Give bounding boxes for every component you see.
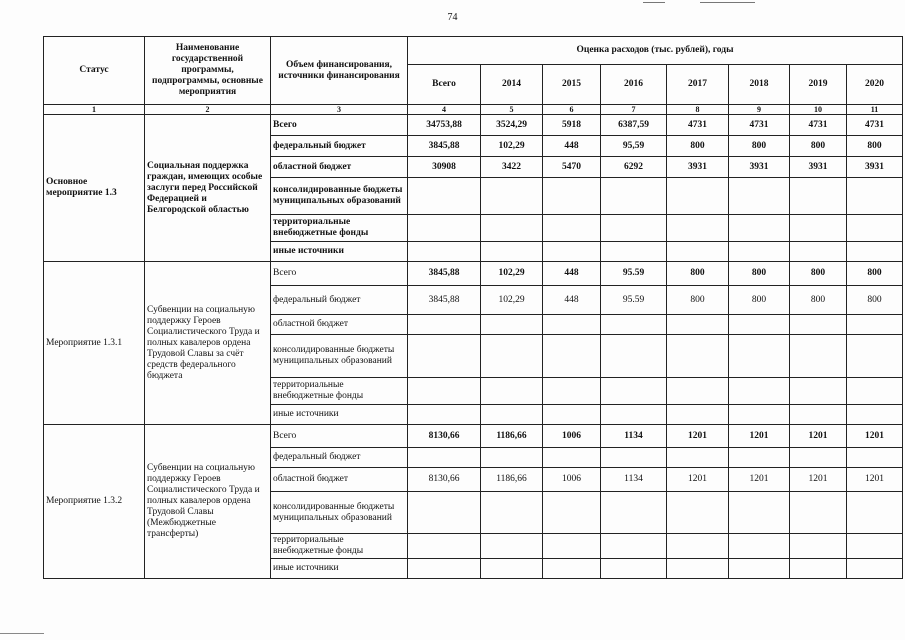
value-cell: [847, 448, 903, 468]
header-year: 2017: [667, 65, 729, 105]
value-cell: [729, 242, 790, 262]
scan-mark-top-2: [700, 2, 755, 3]
value-cell: [790, 242, 847, 262]
value-cell: [481, 315, 543, 335]
value-cell: [481, 335, 543, 378]
value-cell: 8130,66: [408, 425, 481, 448]
value-cell: 800: [729, 262, 790, 286]
table-row: [44, 262, 903, 286]
value-cell: 1201: [847, 468, 903, 492]
value-cell: [543, 559, 601, 579]
value-cell: 448: [543, 286, 601, 315]
status-cell: Основное мероприятие 1.3: [44, 115, 145, 262]
value-cell: [481, 559, 543, 579]
value-cell: [601, 335, 667, 378]
value-cell: [543, 178, 601, 215]
value-cell: [601, 215, 667, 242]
header-year: 2014: [481, 65, 543, 105]
value-cell: [667, 315, 729, 335]
value-cell: [790, 315, 847, 335]
value-cell: [543, 492, 601, 534]
value-cell: [729, 378, 790, 405]
value-cell: [601, 405, 667, 425]
value-cell: [790, 378, 847, 405]
value-cell: [790, 178, 847, 215]
value-cell: [847, 178, 903, 215]
value-cell: [408, 448, 481, 468]
header-total: Всего: [408, 65, 481, 105]
value-cell: [543, 378, 601, 405]
value-cell: [667, 242, 729, 262]
header-estimate: Оценка расходов (тыс. рублей), годы: [408, 37, 903, 65]
value-cell: [667, 178, 729, 215]
value-cell: 30908: [408, 157, 481, 178]
value-cell: [667, 335, 729, 378]
value-cell: 1201: [667, 425, 729, 448]
header-year: 2020: [847, 65, 903, 105]
value-cell: 800: [847, 262, 903, 286]
value-cell: 5470: [543, 157, 601, 178]
value-cell: 102,29: [481, 136, 543, 157]
value-cell: [408, 178, 481, 215]
value-cell: 34753,88: [408, 115, 481, 136]
value-cell: [543, 405, 601, 425]
column-number-row: [44, 105, 903, 115]
value-cell: [481, 378, 543, 405]
value-cell: 1006: [543, 425, 601, 448]
header-status: Статус: [44, 37, 145, 105]
table-header: [44, 37, 903, 115]
value-cell: [543, 315, 601, 335]
value-cell: [847, 242, 903, 262]
value-cell: [790, 405, 847, 425]
value-cell: 102,29: [481, 286, 543, 315]
page-number: 74: [447, 12, 458, 23]
header-name: Наименование государственной программы, подпрограммы, основные мероприятия: [145, 37, 271, 105]
value-cell: [408, 335, 481, 378]
value-cell: [667, 448, 729, 468]
value-cell: 4731: [667, 115, 729, 136]
value-cell: [481, 534, 543, 559]
value-cell: [408, 378, 481, 405]
value-cell: [481, 242, 543, 262]
column-number: 7: [601, 105, 667, 115]
value-cell: [481, 448, 543, 468]
value-cell: 800: [667, 136, 729, 157]
value-cell: 3931: [667, 157, 729, 178]
funding-source-cell: федеральный бюджет: [271, 136, 408, 157]
budget-table: [43, 36, 903, 579]
table-row: [44, 115, 903, 136]
value-cell: 800: [729, 136, 790, 157]
value-cell: [601, 534, 667, 559]
value-cell: 3931: [847, 157, 903, 178]
value-cell: 3422: [481, 157, 543, 178]
value-cell: 1201: [729, 468, 790, 492]
value-cell: [790, 492, 847, 534]
value-cell: [601, 559, 667, 579]
value-cell: [847, 492, 903, 534]
scan-mark-top-1: [643, 2, 665, 3]
value-cell: 1006: [543, 468, 601, 492]
funding-source-cell: Всего: [271, 262, 408, 286]
value-cell: 1201: [729, 425, 790, 448]
value-cell: 3845,88: [408, 262, 481, 286]
funding-source-cell: иные источники: [271, 405, 408, 425]
table-row: [44, 425, 903, 448]
header-year: 2018: [729, 65, 790, 105]
header-funding: Объем финансирования, источники финансирования: [271, 37, 408, 105]
value-cell: 4731: [847, 115, 903, 136]
value-cell: 1201: [667, 468, 729, 492]
value-cell: 6387,59: [601, 115, 667, 136]
column-number: 3: [271, 105, 408, 115]
status-cell: Мероприятие 1.3.1: [44, 262, 145, 425]
funding-source-cell: Всего: [271, 425, 408, 448]
value-cell: 800: [667, 262, 729, 286]
value-cell: 1134: [601, 425, 667, 448]
value-cell: [729, 559, 790, 579]
value-cell: [667, 559, 729, 579]
funding-source-cell: консолидированные бюджеты муниципальных образований: [271, 492, 408, 534]
value-cell: [729, 534, 790, 559]
table-body: [44, 115, 903, 579]
funding-source-cell: территориальные внебюджетные фонды: [271, 534, 408, 559]
value-cell: [481, 178, 543, 215]
value-cell: 800: [847, 136, 903, 157]
program-name-cell: Социальная поддержка граждан, имеющих особые заслуги перед Российской Федерацией и Белгородской областью: [145, 115, 271, 262]
column-number: 5: [481, 105, 543, 115]
value-cell: [601, 492, 667, 534]
value-cell: 3845,88: [408, 136, 481, 157]
value-cell: 448: [543, 136, 601, 157]
value-cell: 1186,66: [481, 425, 543, 448]
value-cell: 3931: [790, 157, 847, 178]
value-cell: 800: [847, 286, 903, 315]
value-cell: [601, 242, 667, 262]
funding-source-cell: областной бюджет: [271, 157, 408, 178]
value-cell: 1186,66: [481, 468, 543, 492]
value-cell: 800: [667, 286, 729, 315]
funding-source-cell: консолидированные бюджеты муниципальных образований: [271, 335, 408, 378]
value-cell: [847, 559, 903, 579]
value-cell: [729, 178, 790, 215]
value-cell: [408, 534, 481, 559]
value-cell: [408, 215, 481, 242]
funding-source-cell: областной бюджет: [271, 468, 408, 492]
header-year: 2016: [601, 65, 667, 105]
funding-source-cell: территориальные внебюджетные фонды: [271, 378, 408, 405]
column-number: 6: [543, 105, 601, 115]
column-number: 9: [729, 105, 790, 115]
value-cell: 800: [729, 286, 790, 315]
value-cell: [729, 215, 790, 242]
program-name-cell: Субвенции на социальную поддержку Героев Социалистического Труда и полных кавалеров ордена Трудовой Славы (Межбюджетные трансферты): [145, 425, 271, 579]
value-cell: 102,29: [481, 262, 543, 286]
value-cell: [729, 405, 790, 425]
value-cell: [790, 534, 847, 559]
value-cell: [408, 405, 481, 425]
value-cell: [790, 335, 847, 378]
value-cell: [667, 405, 729, 425]
value-cell: 8130,66: [408, 468, 481, 492]
value-cell: 1201: [847, 425, 903, 448]
value-cell: 800: [790, 136, 847, 157]
value-cell: [729, 335, 790, 378]
header-year: 2015: [543, 65, 601, 105]
value-cell: [543, 242, 601, 262]
funding-source-cell: Всего: [271, 115, 408, 136]
column-number: 2: [145, 105, 271, 115]
column-number: 10: [790, 105, 847, 115]
value-cell: 3845,88: [408, 286, 481, 315]
value-cell: [408, 315, 481, 335]
value-cell: [543, 335, 601, 378]
value-cell: [481, 492, 543, 534]
funding-source-cell: консолидированные бюджеты муниципальных образований: [271, 178, 408, 215]
funding-source-cell: иные источники: [271, 242, 408, 262]
value-cell: [729, 315, 790, 335]
value-cell: 95.59: [601, 286, 667, 315]
value-cell: [729, 448, 790, 468]
value-cell: [790, 559, 847, 579]
value-cell: [847, 534, 903, 559]
value-cell: 800: [790, 286, 847, 315]
value-cell: 5918: [543, 115, 601, 136]
funding-source-cell: территориальные внебюджетные фонды: [271, 215, 408, 242]
status-cell: Мероприятие 1.3.2: [44, 425, 145, 579]
value-cell: 95.59: [601, 262, 667, 286]
value-cell: [847, 405, 903, 425]
value-cell: 4731: [790, 115, 847, 136]
value-cell: [408, 559, 481, 579]
value-cell: [408, 242, 481, 262]
value-cell: [790, 215, 847, 242]
value-cell: 800: [790, 262, 847, 286]
value-cell: [601, 378, 667, 405]
value-cell: 3931: [729, 157, 790, 178]
value-cell: [790, 448, 847, 468]
value-cell: [667, 378, 729, 405]
funding-source-cell: федеральный бюджет: [271, 448, 408, 468]
value-cell: [667, 492, 729, 534]
value-cell: 4731: [729, 115, 790, 136]
value-cell: [847, 215, 903, 242]
value-cell: [601, 315, 667, 335]
value-cell: [847, 378, 903, 405]
value-cell: [543, 534, 601, 559]
scan-mark-bottom: [0, 633, 44, 634]
value-cell: [601, 448, 667, 468]
column-number: 8: [667, 105, 729, 115]
value-cell: [601, 178, 667, 215]
funding-source-cell: иные источники: [271, 559, 408, 579]
value-cell: [847, 315, 903, 335]
value-cell: 448: [543, 262, 601, 286]
program-name-cell: Субвенции на социальную поддержку Героев Социалистического Труда и полных кавалеров ордена Трудовой Славы за счёт средств федерального бюджета: [145, 262, 271, 425]
value-cell: [543, 448, 601, 468]
value-cell: 6292: [601, 157, 667, 178]
header-year: 2019: [790, 65, 847, 105]
value-cell: 1201: [790, 468, 847, 492]
value-cell: [667, 215, 729, 242]
value-cell: [667, 534, 729, 559]
value-cell: [408, 492, 481, 534]
value-cell: 3524,29: [481, 115, 543, 136]
value-cell: [847, 335, 903, 378]
value-cell: [481, 405, 543, 425]
column-number: 4: [408, 105, 481, 115]
value-cell: 95,59: [601, 136, 667, 157]
funding-source-cell: федеральный бюджет: [271, 286, 408, 315]
value-cell: 1134: [601, 468, 667, 492]
value-cell: [481, 215, 543, 242]
column-number: 1: [44, 105, 145, 115]
column-number: 11: [847, 105, 903, 115]
value-cell: [729, 492, 790, 534]
value-cell: [543, 215, 601, 242]
funding-source-cell: областной бюджет: [271, 315, 408, 335]
value-cell: 1201: [790, 425, 847, 448]
